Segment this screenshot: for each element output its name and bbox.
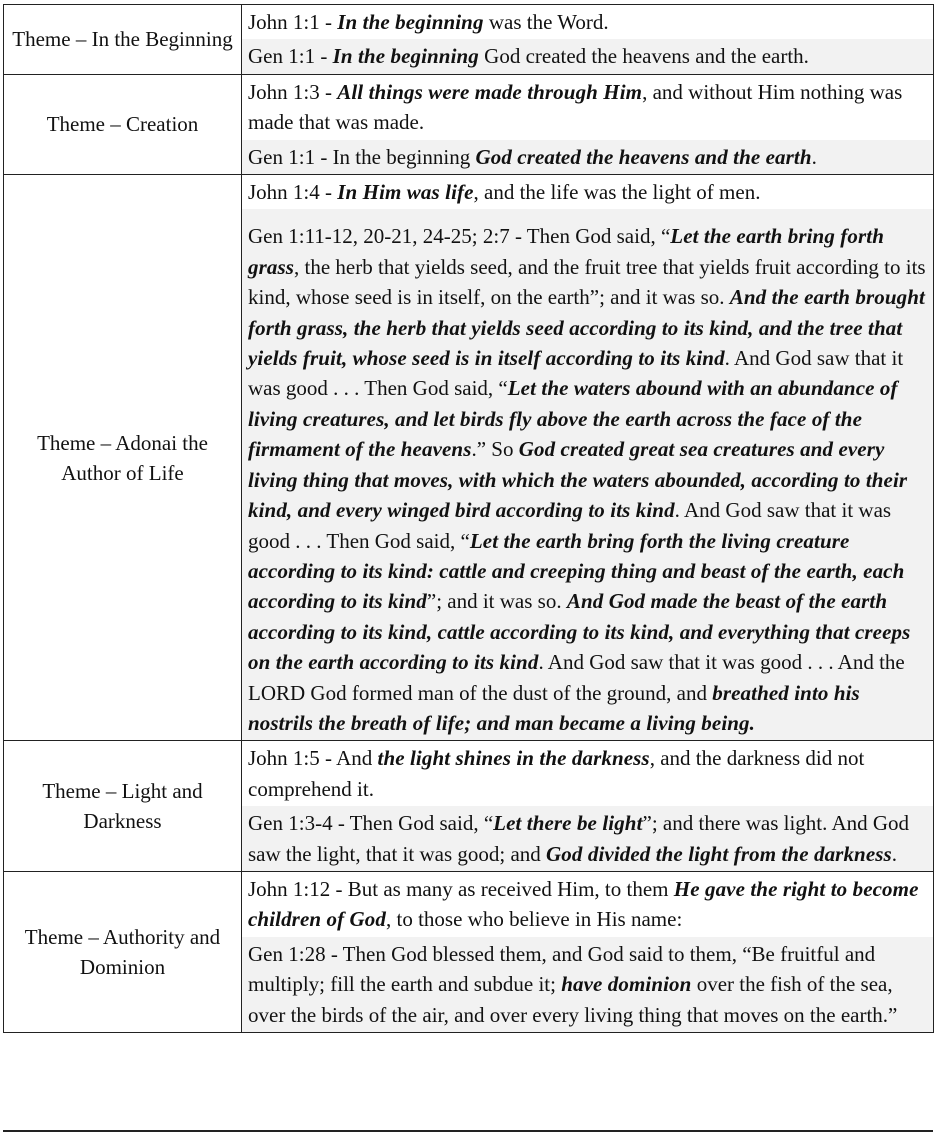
john-verse: [242, 75, 933, 140]
verse-text: , and the life was the light of men.: [473, 180, 761, 205]
emphasized-text: have dominion: [561, 972, 692, 997]
john-verse: [242, 872, 933, 937]
genesis-verse: [242, 806, 933, 871]
genesis-verse: [242, 140, 933, 174]
verse-text: John 1:4 -: [248, 180, 338, 205]
table-row: [4, 74, 934, 174]
table-bottom-rule: [3, 1130, 933, 1132]
emphasized-text: God created great sea creatures and every living thing that moves, with which the waters abounded, according to their kind, and every winged bird according to its kind: [248, 437, 908, 523]
verse-text: Gen 1:1 - In the beginning: [248, 144, 476, 169]
table-row: [4, 5, 934, 75]
verse-text: Gen 1:11-12, 20-21, 24-25; 2:7 - Then God said, “: [248, 224, 671, 249]
emphasized-text: And the earth brought forth grass, the herb that yields seed according to its kind, and the tree that yields fruit, whose seed is in itself according to its kind: [248, 285, 925, 371]
emphasized-text: the light shines in the darkness: [377, 746, 650, 771]
verses-cell: [242, 741, 934, 872]
verse-text: was the Word.: [483, 10, 609, 34]
theme-cell: Theme – Light and Darkness: [4, 741, 242, 872]
verses-cell: [242, 175, 934, 741]
verse-text: .” So: [471, 437, 519, 462]
verse-text: , the herb that yields seed, and the fruit tree that yields fruit according to its kind, whose seed is in itself, on the earth”; and it was so.: [248, 254, 926, 310]
emphasized-text: In the beginning: [332, 44, 479, 69]
verse-text: Gen 1:1 -: [248, 44, 333, 69]
emphasized-text: Let the earth bring forth the living creature according to its kind: cattle and creeping thing and beast of the earth, each according to its kind: [248, 528, 905, 614]
verse-text: , to those who believe in His name:: [386, 907, 683, 932]
verse-text: . And God saw that it was good . . . And the LORD God formed man of the dust of the ground, and: [248, 650, 905, 705]
verses-cell: [242, 871, 934, 1032]
table-row: [4, 175, 934, 741]
emphasized-text: God created the heavens and the earth: [475, 144, 812, 169]
verse-text: John 1:1 -: [248, 10, 338, 34]
verses-cell: [242, 5, 934, 75]
verse-text: .: [891, 841, 898, 866]
john-verse: [242, 5, 933, 39]
verse-text: over the fish of the sea, over the birds of the air, and over every living thing that moves on the earth.”: [248, 972, 898, 1027]
verse-text: , and the darkness did not comprehend it.: [248, 746, 865, 801]
emphasized-text: And God made the beast of the earth according to its kind, cattle according to its kind, and everything that creeps on the earth according to its kind: [248, 589, 911, 675]
emphasized-text: In the beginning: [337, 10, 484, 34]
verse-text: , and without Him nothing was made that was made.: [248, 79, 903, 135]
verse-text: God created the heavens and the earth.: [478, 44, 809, 69]
john-verse: [242, 741, 933, 806]
emphasized-text: He gave the right to become children of God: [248, 876, 919, 932]
theme-cell: Theme – Adonai the Author of Life: [4, 175, 242, 741]
verses-cell: [242, 74, 934, 174]
verse-text: John 1:3 -: [248, 79, 338, 104]
verse-text: John 1:5 - And: [248, 746, 378, 771]
theme-cell: Theme – In the Beginning: [4, 5, 242, 75]
verse-text: ”; and it was so.: [426, 589, 567, 614]
themes-table: [3, 4, 934, 1033]
emphasized-text: Let the earth bring forth grass: [248, 224, 884, 279]
genesis-verse: [242, 937, 933, 1032]
emphasized-text: Let there be light: [493, 811, 643, 836]
theme-cell: Theme – Creation: [4, 74, 242, 174]
table-row: [4, 741, 934, 872]
emphasized-text: All things were made through Him: [337, 79, 643, 104]
verse-text: .: [811, 144, 817, 169]
verse-text: . And God saw that it was good . . . Then God said, “: [248, 498, 892, 553]
verse-text: John 1:12 - But as many as received Him, to them: [248, 876, 674, 901]
table-row: [4, 871, 934, 1032]
verse-text: Gen 1:28 - Then God blessed them, and God said to them, “Be fruitful and multiply; fill the earth and subdue it;: [248, 941, 876, 997]
verse-text: ”; and there was light. And God saw the light, that it was good; and: [248, 811, 910, 866]
emphasized-text: God divided the light from the darkness: [546, 841, 892, 866]
genesis-verse: [242, 209, 933, 740]
theme-cell: Theme – Authority and Dominion: [4, 871, 242, 1032]
emphasized-text: breathed into his nostrils the breath of life; and man became a living being.: [248, 680, 860, 735]
verse-text: Gen 1:3-4 - Then God said, “: [248, 811, 494, 836]
genesis-verse: [242, 39, 933, 73]
verse-text: . And God saw that it was good . . . Then God said, “: [248, 346, 904, 401]
emphasized-text: In Him was life: [337, 180, 474, 205]
emphasized-text: Let the waters abound with an abundance of living creatures, and let birds fly above the earth across the face of the firmament of the heavens: [248, 376, 898, 462]
john-verse: [242, 175, 933, 209]
